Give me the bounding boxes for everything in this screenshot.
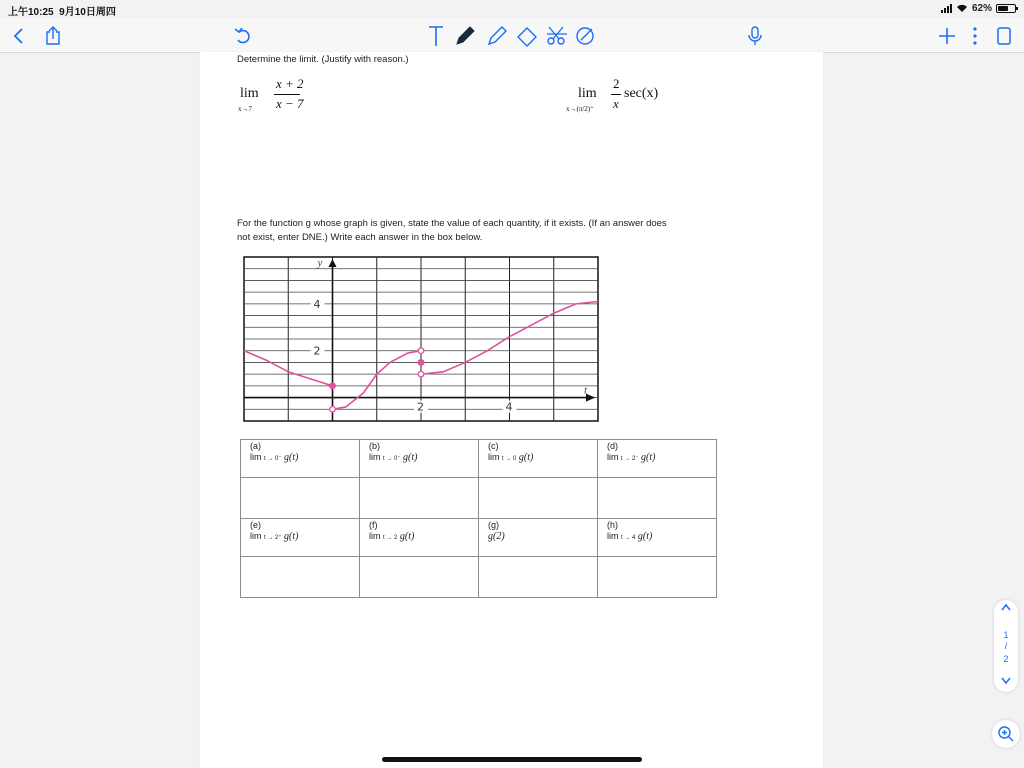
battery-percent: 62% — [971, 3, 992, 14]
cellular-signal-icon — [941, 4, 952, 13]
answer-box-d[interactable] — [598, 478, 717, 519]
lasso-icon — [574, 25, 596, 47]
question-f: (f) lim t → 2 g(t) — [360, 519, 479, 557]
x-axis-arrow — [586, 394, 595, 402]
question-row-1 — [241, 440, 717, 478]
status-time: 上午10:25 9月10日周四 — [8, 7, 116, 18]
text-tool-button[interactable] — [423, 23, 449, 49]
zoom-in-icon — [997, 725, 1015, 743]
answer-box-e[interactable] — [241, 557, 360, 598]
chevron-down-icon — [1000, 676, 1012, 686]
x-axis-label: t — [584, 384, 588, 397]
next-page-button[interactable] — [994, 676, 1018, 688]
scissors-tool-button[interactable] — [544, 23, 570, 49]
answer-box-a[interactable] — [241, 478, 360, 519]
answer-row-2 — [241, 557, 717, 598]
x-tick-label: 4 — [505, 400, 513, 414]
open-point — [418, 371, 424, 377]
filled-point — [330, 383, 336, 389]
y-tick-label: 4 — [313, 297, 321, 311]
x-tick-label: 2 — [417, 400, 424, 414]
fraction-bar — [274, 94, 300, 95]
problem2-instruction-line2: not exist, enter DNE.) Write each answer in the box below. — [237, 232, 483, 243]
chevron-up-icon — [1000, 602, 1012, 612]
answer-box-f[interactable] — [360, 557, 479, 598]
filled-point — [418, 360, 424, 366]
lasso-tool-button[interactable] — [572, 23, 598, 49]
pen-icon — [454, 25, 476, 47]
text-tool-icon — [427, 25, 445, 47]
limit-expression-b: lim x→(π/2)⁺ 2 x sec(x) — [566, 76, 659, 113]
question-d: (d) lim t → 2⁻ g(t) — [598, 440, 717, 478]
home-indicator — [382, 757, 642, 762]
chevron-left-icon — [13, 27, 25, 45]
back-button[interactable] — [6, 23, 32, 49]
answer-box-g[interactable] — [479, 557, 598, 598]
question-row-2 — [241, 519, 717, 557]
zoom-button[interactable] — [992, 720, 1020, 748]
page-navigator — [994, 600, 1018, 692]
open-point — [330, 406, 336, 412]
eraser-tool-button[interactable] — [514, 23, 540, 49]
more-icon — [972, 26, 978, 46]
eraser-icon — [516, 25, 538, 47]
answer-row-1 — [241, 478, 717, 519]
question-g: (g) g(2) — [479, 519, 598, 557]
toolbar — [0, 18, 1024, 53]
undo-icon — [234, 28, 252, 44]
y-axis-label: y — [317, 257, 323, 269]
previous-page-button[interactable] — [994, 602, 1018, 614]
current-page-number: 1 — [1003, 630, 1009, 640]
highlighter-icon — [486, 25, 508, 47]
question-c: (c) lim t → 0 g(t) — [479, 440, 598, 478]
question-b: (b) lim t → 0⁻ g(t) — [360, 440, 479, 478]
question-a: (a) lim t → 0⁻ g(t) — [241, 440, 360, 478]
problem1-instruction: Determine the limit. (Justify with reason.) — [237, 54, 409, 65]
plus-icon — [938, 27, 956, 45]
pen-tool-button[interactable] — [452, 23, 478, 49]
battery-icon — [996, 4, 1016, 13]
scissors-icon — [546, 25, 568, 47]
question-h: (h) lim t → 4 g(t) — [598, 519, 717, 557]
question-e: (e) lim t → 2⁺ g(t) — [241, 519, 360, 557]
fraction-bar — [611, 94, 621, 95]
page-view-icon — [996, 26, 1012, 46]
document-page[interactable] — [200, 52, 823, 768]
add-page-button[interactable] — [934, 23, 960, 49]
open-point — [418, 348, 424, 354]
page-view-button[interactable] — [991, 23, 1017, 49]
undo-button[interactable] — [230, 23, 256, 49]
status-bar — [0, 0, 1024, 18]
answer-table — [240, 439, 717, 598]
graph-of-g — [242, 255, 602, 423]
answer-box-c[interactable] — [479, 478, 598, 519]
share-icon — [44, 26, 62, 46]
limit-expression-a: lim x→7 x + 2 x − 7 — [238, 76, 304, 113]
highlighter-tool-button[interactable] — [484, 23, 510, 49]
more-button[interactable] — [962, 23, 988, 49]
record-audio-button[interactable] — [742, 23, 768, 49]
total-pages: 2 — [1003, 654, 1009, 664]
share-button[interactable] — [40, 23, 66, 49]
microphone-icon — [747, 25, 763, 47]
answer-box-b[interactable] — [360, 478, 479, 519]
problem2-instruction-line1: For the function g whose graph is given, state the value of each quantity, if it exists. (If an answer does — [237, 218, 667, 229]
page-separator: / — [1004, 641, 1008, 651]
y-tick-label: 2 — [313, 344, 321, 358]
y-axis-arrow — [329, 259, 337, 267]
wifi-icon — [956, 4, 968, 13]
answer-box-h[interactable] — [598, 557, 717, 598]
